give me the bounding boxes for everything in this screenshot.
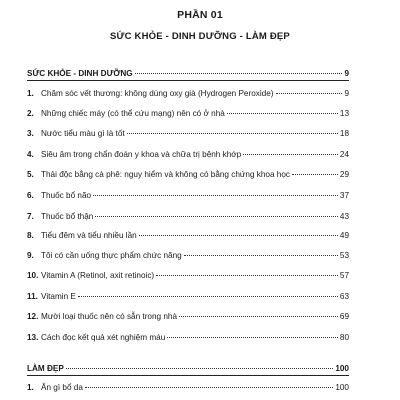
toc-page-number: 69 — [339, 312, 349, 321]
dot-leader — [85, 387, 333, 388]
toc-entry[interactable] — [27, 189, 349, 202]
toc-entry-number: 5. — [27, 170, 34, 179]
toc-entry-title: Mười loại thuốc nên có sẵn trong nhà — [41, 312, 178, 321]
toc-entry-number: 6. — [27, 191, 34, 200]
toc-section-title: SỨC KHỎE - DINH DƯỠNG — [27, 69, 133, 78]
toc-section-health[interactable] — [27, 67, 349, 80]
toc-entry[interactable] — [27, 229, 349, 242]
toc-entry-number: 9. — [27, 251, 34, 260]
toc-page-number: 80 — [339, 333, 349, 342]
toc-page-number: 13 — [339, 109, 349, 118]
toc-entry-title: Tôi có cần uống thực phẩm chức năng — [41, 251, 182, 260]
toc-page-number: 49 — [339, 231, 349, 240]
dot-leader — [135, 73, 343, 74]
dot-leader — [78, 296, 338, 297]
toc-entry-number: 1. — [27, 89, 34, 98]
toc-entry[interactable] — [27, 290, 349, 303]
toc-entry-title: Chăm sóc vết thương: không dùng oxy già (Hydrogen Peroxide) — [41, 89, 274, 98]
section-divider — [27, 375, 349, 376]
toc-entry-number: 2. — [27, 109, 34, 118]
toc-entry-title: Nước tiểu màu gì là tốt — [41, 129, 125, 138]
toc-entry-title: Thuốc bổ não — [41, 191, 92, 200]
dot-leader — [276, 93, 343, 94]
dot-leader — [227, 113, 338, 114]
toc-page-number: 63 — [339, 292, 349, 301]
toc-page-number: 57 — [339, 271, 349, 280]
toc-page-number: 9 — [344, 69, 349, 78]
dot-leader — [66, 368, 333, 369]
toc-entry[interactable] — [27, 87, 349, 100]
toc-section-beauty[interactable] — [27, 362, 349, 375]
toc-page-number: 53 — [339, 251, 349, 260]
toc-entry[interactable] — [27, 107, 349, 120]
toc-entry-number: 11. — [27, 292, 38, 301]
toc-entry-title: Thuốc bổ thận — [41, 212, 94, 221]
toc-entry[interactable] — [27, 168, 349, 181]
toc-page-number: 100 — [335, 364, 349, 373]
toc-entry-title: Vitamin A (Retinol, axit retinoic) — [41, 271, 155, 280]
dot-leader — [139, 235, 338, 236]
toc-entry-number: 1. — [27, 383, 34, 392]
toc-entry-number: 3. — [27, 129, 34, 138]
toc-entry[interactable] — [27, 269, 349, 282]
toc-page-number: 24 — [339, 150, 349, 159]
toc-entry-number: 4. — [27, 150, 34, 159]
toc-page-number: 18 — [339, 129, 349, 138]
toc-entry-number: 8. — [27, 231, 34, 240]
toc-entry-number: 7. — [27, 212, 34, 221]
toc-page-number: 43 — [339, 212, 349, 221]
toc-entry-title: Thải độc bằng cà phê: nguy hiểm và không có bằng chứng khoa học — [41, 170, 291, 179]
toc-entry-title: Vitamin E — [41, 292, 76, 301]
toc-entry-number: 12. — [27, 312, 39, 321]
toc-entry[interactable] — [27, 381, 349, 394]
dot-leader — [184, 255, 338, 256]
dot-leader — [95, 216, 338, 217]
toc-entry[interactable] — [27, 127, 349, 140]
toc-entry-number: 10. — [27, 271, 39, 280]
toc-entry-title: Những chiếc máy (có thể cứu mạng) nên có ở nhà — [41, 109, 225, 118]
toc-page-number: 100 — [335, 383, 349, 392]
part-title: SỨC KHỎE - DINH DƯỠNG - LÀM ĐẸP — [110, 31, 290, 42]
toc-entry[interactable] — [27, 331, 349, 344]
toc-entry[interactable] — [27, 249, 349, 262]
toc-entry-title: Ăn gì bổ da — [41, 383, 83, 392]
toc-entry[interactable] — [27, 210, 349, 223]
dot-leader — [179, 316, 338, 317]
dot-leader — [167, 337, 338, 338]
toc-entry-title: Cách đọc kết quả xét nghiệm máu — [41, 333, 166, 342]
dot-leader — [292, 174, 338, 175]
toc-entry-title: Tiểu đêm và tiểu nhiều lần — [41, 231, 137, 240]
toc-entry-number: 13. — [27, 333, 39, 342]
dot-leader — [156, 275, 338, 276]
dot-leader — [127, 133, 338, 134]
toc-page-number: 37 — [339, 191, 349, 200]
toc-page-number: 9 — [344, 89, 349, 98]
part-label: PHẦN 01 — [177, 9, 223, 21]
dot-leader — [243, 154, 338, 155]
toc-entry[interactable] — [27, 310, 349, 323]
toc-entry[interactable] — [27, 148, 349, 161]
toc-entry-title: Siêu âm trong chẩn đoán y khoa và chữa trị bệnh khớp — [41, 150, 242, 159]
dot-leader — [93, 195, 338, 196]
toc-section-title: LÀM ĐẸP — [27, 364, 64, 373]
toc-page-number: 29 — [339, 170, 349, 179]
section-divider — [27, 80, 349, 81]
